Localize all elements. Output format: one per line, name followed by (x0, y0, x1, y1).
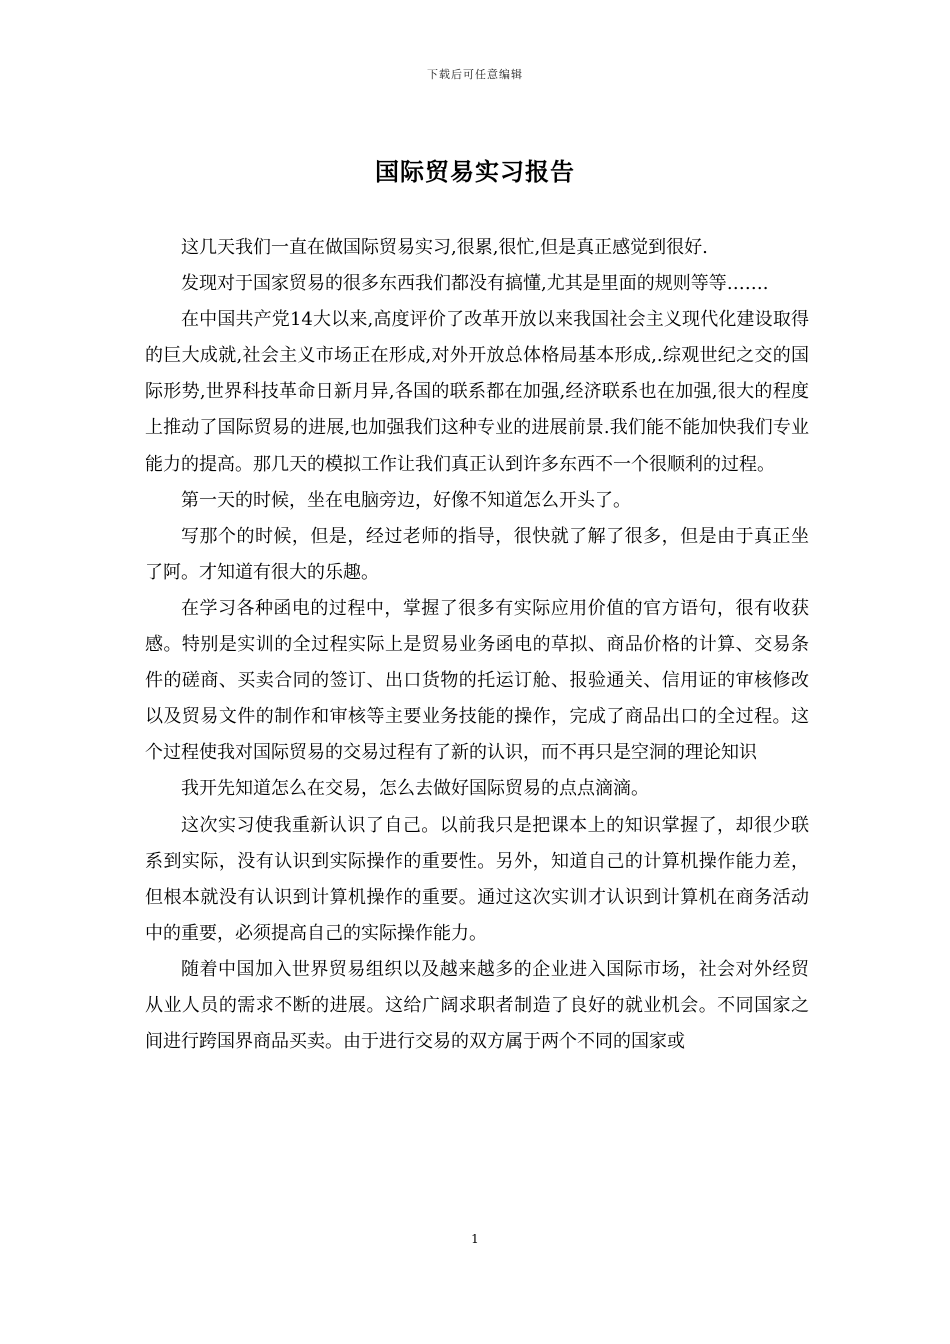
paragraph: 随着中国加入世界贸易组织以及越来越多的企业进入国际市场，社会对外经贸从业人员的需求不断的进展。这给广阔求职者制造了良好的就业机会。不同国家之间进行跨国界商品买卖。由于进行交易的双方属于两个不同的国家或 (145, 958, 809, 1053)
paragraph: 这次实习使我重新认识了自己。以前我只是把课本上的知识掌握了，却很少联系到实际，没有认识到实际操作的重要性。另外，知道自己的计算机操作能力差，但根本就没有认识到计算机操作的重要。通过这次实训才认识到计算机在商务活动中的重要，必须提高自己的实际操作能力。 (145, 814, 809, 944)
paragraph: 写那个的时候，但是，经过老师的指导，很快就了解了很多，但是由于真正坐了阿。才知道有很大的乐趣。 (145, 525, 809, 583)
paragraph: 在中国共产党14大以来,高度评价了改革开放以来我国社会主义现代化建设取得的巨大成就,社会主义市场正在形成,对外开放总体格局基本形成,.综观世纪之交的国际形势,世界科技革命日新月异,各国的联系都在加强,经济联系也在加强,很大的程度上推动了国际贸易的进展,也加强我们这种专业的进展前景.我们能不能加快我们专业能力的提高。那几天的模拟工作让我们真正认到许多东西不一个很顺利的过程。 (145, 309, 809, 475)
paragraph: 我开先知道怎么在交易，怎么去做好国际贸易的点点滴滴。 (181, 778, 649, 800)
paragraph: 第一天的时候，坐在电脑旁边，好像不知道怎么开头了。 (181, 489, 631, 511)
document-title: 国际贸易实习报告 (375, 157, 575, 186)
document-body (145, 230, 809, 1060)
paragraph: 发现对于国家贸易的很多东西我们都没有搞懂,尤其是里面的规则等等……. (181, 273, 769, 295)
paragraph: 这几天我们一直在做国际贸易实习,很累,很忙,但是真正感觉到很好. (181, 237, 708, 258)
header-note: 下载后可任意编辑 (427, 68, 523, 81)
paragraph: 在学习各种函电的过程中，掌握了很多有实际应用价值的官方语句，很有收获感。特别是实训的全过程实际上是贸易业务函电的草拟、商品价格的计算、交易条件的磋商、买卖合同的签订、出口货物的托运订舱、报验通关、信用证的审核修改以及贸易文件的制作和审核等主要业务技能的操作，完成了商品出口的全过程。这个过程使我对国际贸易的交易过程有了新的认识，而不再只是空洞的理论知识 (145, 597, 809, 764)
page-number: 1 (471, 1232, 479, 1246)
